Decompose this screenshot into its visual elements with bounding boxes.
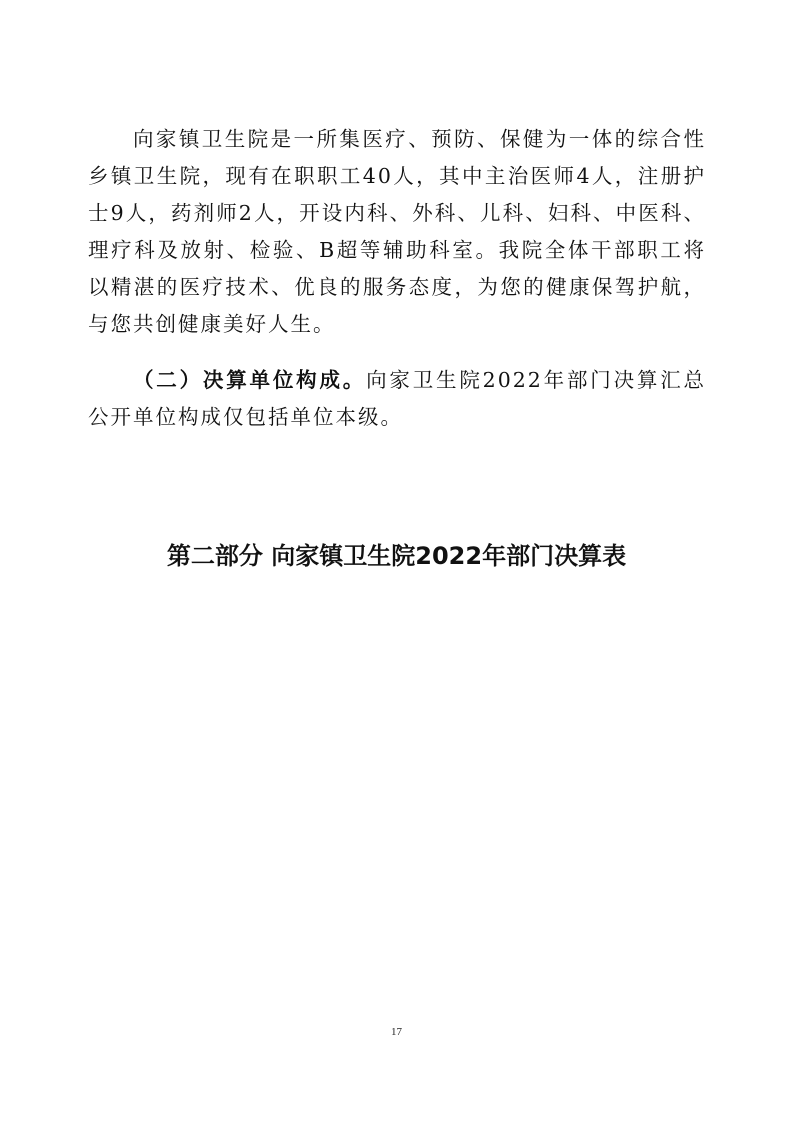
intro-paragraph: 向家镇卫生院是一所集医疗、预防、保健为一体的综合性乡镇卫生院，现有在职职工40人，其中主治医师4人，注册护士9人，药剂师2人，开设内科、外科、儿科、妇科、中医科、理疗科及放射、检验、B超等辅助科室。我院全体干部职工将以精湛的医疗技术、优良的服务态度，为您的健康保驾护航，与您共创健康美好人生。: [88, 127, 706, 336]
unit-composition-heading: （二）决算单位构成。: [133, 368, 367, 392]
page-number: 17: [391, 1026, 402, 1038]
section-heading: 第二部分 向家镇卫生院2022年部门决算表: [166, 542, 627, 570]
unit-composition-paragraph: [88, 362, 706, 436]
unit-composition-text: 向家卫生院2022年部门决算汇总公开单位构成仅包括单位本级。: [88, 368, 707, 429]
